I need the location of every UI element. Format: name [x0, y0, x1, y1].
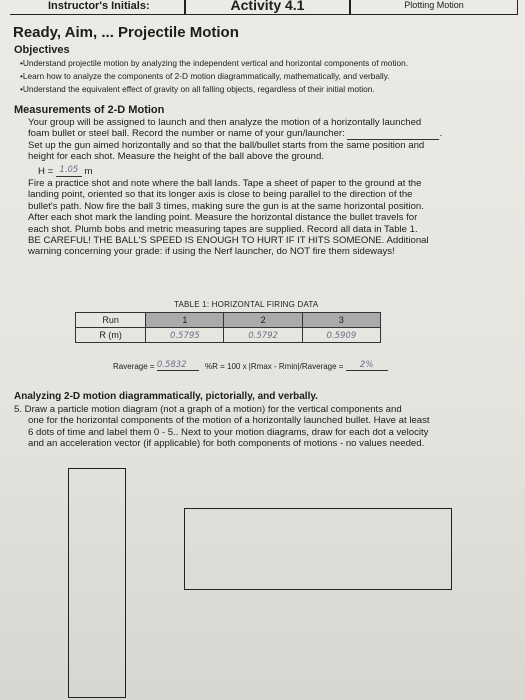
- range-cell[interactable]: [146, 328, 224, 343]
- intro-line: height for each shot. Measure the height of the ball above the ground.: [28, 151, 325, 163]
- safety-warning: BE CAREFUL! THE BALL'S SPEED IS ENOUGH TO HURT IF IT HITS SOMEONE. Additional: [28, 235, 429, 247]
- run-number: 3: [302, 313, 380, 328]
- percent-range-formula: %R = 100 x |Rmax - Rmin|/Raverage =: [205, 362, 344, 371]
- procedure-line: each shot. Plumb bobs and metric measuring tapes are supplied. Record all data in Table 1.: [28, 223, 418, 235]
- range-value: 0.5795: [169, 330, 200, 341]
- height-value: 1.05: [59, 165, 79, 175]
- firing-data-table: [75, 312, 381, 343]
- question-line: 6 dots of time and label them 0 - 5.. Next to your motion diagrams, draw for each dot a velocity: [28, 426, 429, 438]
- height-field[interactable]: [56, 164, 82, 177]
- percent-range-value: 2%: [359, 360, 374, 370]
- range-cell[interactable]: [302, 328, 380, 343]
- run-number: 2: [224, 313, 302, 328]
- intro-line: Your group will be assigned to launch and then analyze the motion of a horizontally launched: [28, 117, 422, 128]
- procedure-line: After each shot mark the landing point. Measure the horizontal distance the bullet travels for: [28, 212, 418, 224]
- objective-item: •Learn how to analyze the components of 2-D motion diagrammatically, mathematically, and verbally.: [20, 71, 390, 81]
- question-line: 5. Draw a particle motion diagram (not a graph of a motion) for the vertical components and: [14, 404, 402, 415]
- question-line: one for the horizontal components of the motion of a horizontally launched bullet. Have at least: [28, 415, 430, 427]
- objectives-heading: Objectives: [14, 44, 70, 56]
- instructor-initials-box: [10, 0, 185, 15]
- run-number: 1: [146, 313, 224, 328]
- procedure-line: Fire a practice shot and note where the ball lands. Tape a sheet of paper to the ground at the: [28, 178, 422, 189]
- intro-line: Set up the gun aimed horizontally and so that the ball/bullet starts from the same position and: [28, 139, 425, 151]
- procedure-line: bullet's path. Now fire the ball 3 times, making sure the gun is at the same horizontal position.: [28, 200, 424, 212]
- average-range-label: Raverage =: [113, 362, 155, 371]
- average-range-value: 0.5832: [156, 360, 187, 370]
- range-cell[interactable]: [224, 328, 302, 343]
- launcher-prompt: foam bullet or steel ball. Record the number or name of your gun/launcher:: [28, 128, 345, 140]
- range-value: 0.5792: [248, 330, 278, 341]
- instructor-initials-label: Instructor's Initials:: [48, 0, 150, 12]
- activity-number: Activity 4.1: [185, 0, 350, 15]
- vertical-motion-diagram-box[interactable]: [68, 468, 126, 698]
- question-5: [14, 404, 430, 450]
- grade-warning: warning concerning your grade: if using the Nerf launcher, do NOT fire them sideways!: [28, 246, 395, 258]
- range-value: 0.5909: [326, 330, 357, 341]
- table-row-range: [76, 328, 381, 343]
- topic-label: Plotting Motion: [350, 0, 518, 15]
- objective-item: •Understand the equivalent effect of gravity on all falling objects, regardless of their initial motion.: [20, 84, 375, 94]
- height-row: [38, 164, 93, 177]
- row-header-range: R (m): [76, 328, 146, 343]
- page-title: Ready, Aim, ... Projectile Motion: [13, 24, 239, 41]
- intro-line: foam bullet or steel ball. Record the number or name of your gun/launcher: .: [28, 128, 443, 140]
- table-row-run: [76, 313, 381, 328]
- measurements-intro: [28, 117, 442, 163]
- percent-range-field[interactable]: [346, 360, 388, 371]
- height-unit: m: [84, 166, 93, 177]
- analysis-heading: Analyzing 2-D motion diagrammatically, pictorially, and verbally.: [14, 391, 318, 402]
- measurements-heading: Measurements of 2-D Motion: [14, 104, 165, 116]
- procedure-line: landing point, oriented so that its longer axis is close to being parallel to the direction of the: [28, 189, 413, 201]
- horizontal-motion-diagram-box[interactable]: [184, 508, 452, 590]
- table-caption: TABLE 1: HORIZONTAL FIRING DATA: [174, 300, 319, 309]
- average-range-field[interactable]: [157, 360, 199, 371]
- procedure-text: [28, 178, 429, 258]
- percent-range-row: [205, 360, 388, 371]
- question-line: and an acceleration vector (if applicable) for both components of motions - no values needed.: [28, 438, 425, 450]
- height-label: H =: [38, 166, 54, 177]
- average-range-row: [113, 360, 199, 371]
- row-header-run: Run: [76, 313, 146, 328]
- objective-item: •Understand projectile motion by analyzing the independent vertical and horizontal components of motion.: [20, 58, 409, 68]
